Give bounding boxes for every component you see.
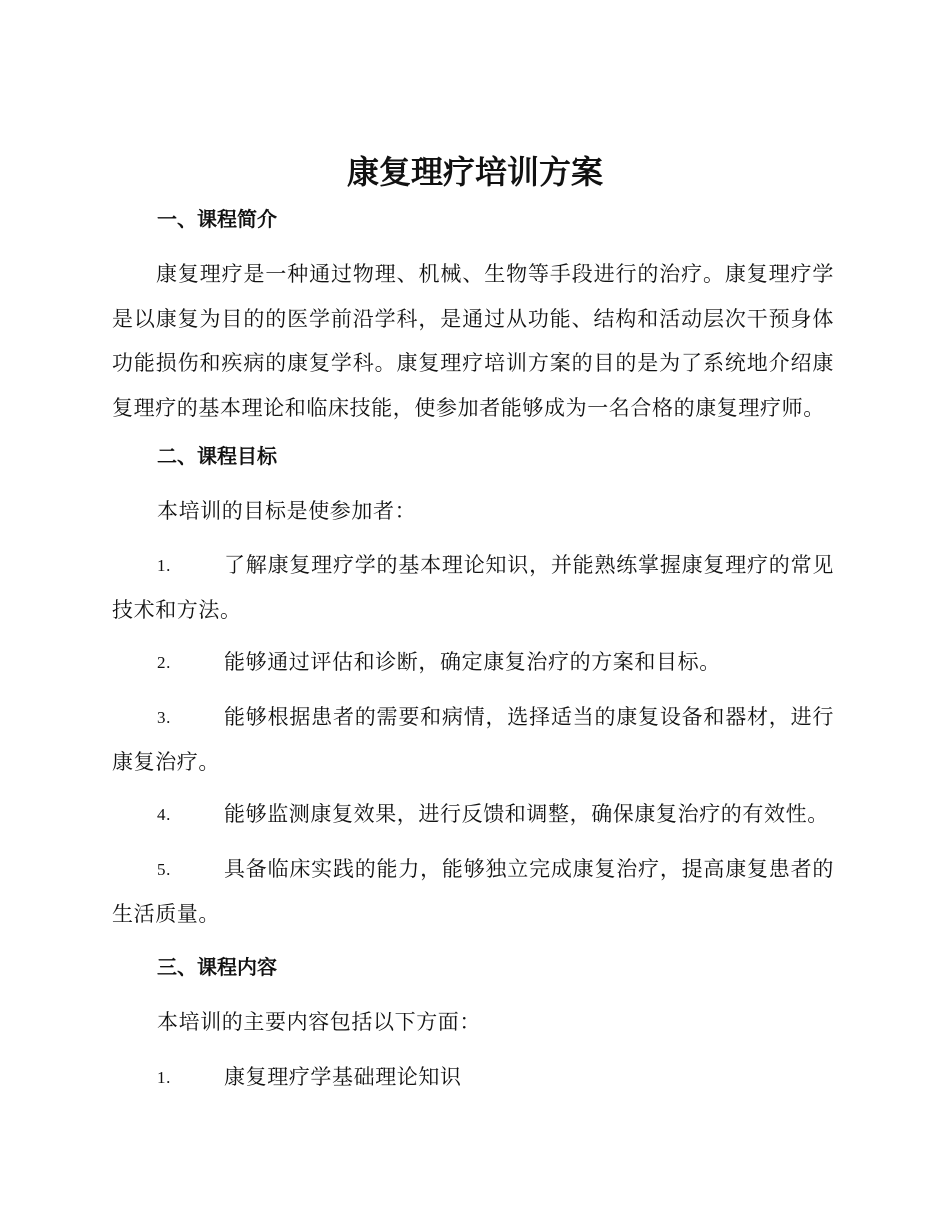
- section-heading-goals: 二、课程目标: [157, 444, 277, 468]
- list-item-number: 1.: [157, 556, 171, 575]
- section-intro-content: 本培训的主要内容包括以下方面：: [157, 1010, 481, 1034]
- list-item-number: 3.: [157, 708, 171, 727]
- list-item-text: 能够根据患者的需要和病情，选择适当的康复设备和器材，进行康复治疗。: [112, 705, 834, 774]
- list-item-number: 5.: [157, 860, 171, 879]
- list-item: [112, 543, 834, 633]
- list-item-number: 4.: [157, 805, 171, 824]
- list-item-text: 能够通过评估和诊断，确定康复治疗的方案和目标。: [224, 650, 721, 674]
- list-item-text: 能够监测康复效果，进行反馈和调整，确保康复治疗的有效性。: [224, 802, 829, 826]
- list-item: [112, 640, 834, 685]
- list-item-number: 1.: [157, 1068, 171, 1087]
- list-item: [112, 847, 834, 937]
- document-title: 康复理疗培训方案: [346, 153, 603, 191]
- list-item-text: 具备临床实践的能力，能够独立完成康复治疗，提高康复患者的生活质量。: [112, 857, 834, 926]
- list-item: [112, 1055, 834, 1100]
- section-heading-content: 三、课程内容: [157, 955, 277, 979]
- list-item: [112, 695, 834, 785]
- section-heading-intro: 一、课程简介: [157, 207, 277, 231]
- list-item: [112, 792, 834, 837]
- list-item-text: 了解康复理疗学的基本理论知识，并能熟练掌握康复理疗的常见技术和方法。: [112, 553, 834, 622]
- section-paragraph-intro: 康复理疗是一种通过物理、机械、生物等手段进行的治疗。康复理疗学是以康复为目的的医学前沿学科，是通过从功能、结构和活动层次干预身体功能损伤和疾病的康复学科。康复理疗培训方案的目的是为了系统地介绍康复理疗的基本理论和临床技能，使参加者能够成为一名合格的康复理疗师。: [112, 262, 834, 420]
- list-item-number: 2.: [157, 653, 171, 672]
- section-intro-goals: 本培训的目标是使参加者：: [157, 499, 417, 523]
- list-item-text: 康复理疗学基础理论知识: [224, 1065, 462, 1089]
